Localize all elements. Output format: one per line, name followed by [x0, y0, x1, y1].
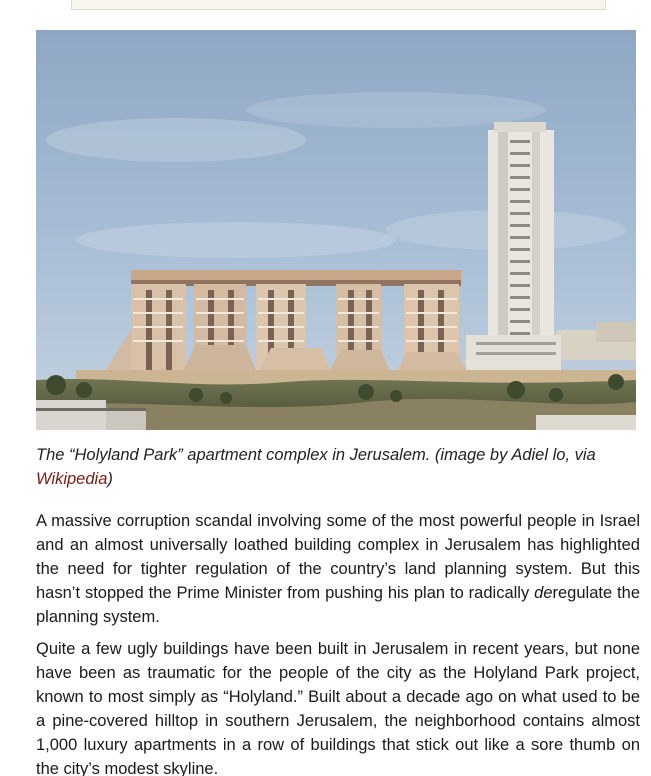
- holyland-complex: [96, 270, 476, 385]
- paragraph-1-emphasis: de: [534, 584, 553, 602]
- holyland-photo: [36, 30, 636, 430]
- article-paragraph-1: [36, 509, 640, 629]
- caption-text-end: ): [107, 470, 113, 488]
- top-banner-edge: [71, 0, 606, 10]
- article-paragraph-2: Quite a few ugly buildings have been built in Jerusalem in recent years, but none have been as traumatic for the people of the city as the Holyland Park project, known to most simply as “Holyland.” Built about a decade ago on what used to be a pine-covered hilltop in southern Jerusalem, the neighborhood contains almost 1,000 luxury apartments in a row of buildings that stick out like a sore thumb on the city’s modest skyline.: [36, 640, 640, 776]
- paragraph-1-text: A massive corruption scandal involving some of the most powerful people in Israel and an almost universally loathed building complex in Jerusalem has highlighted the need for tighter regulation of the country’s land planning system. But this hasn’t stopped the Prime Minister from pushing his plan to radically: [36, 512, 640, 602]
- wikipedia-link[interactable]: Wikipedia: [36, 470, 108, 488]
- paragraph-1-text-end: regulate the planning system.: [36, 584, 640, 626]
- image-caption: [36, 443, 636, 491]
- caption-text: The “Holyland Park” apartment complex in Jerusalem. (image by Adiel lo, via: [36, 446, 596, 464]
